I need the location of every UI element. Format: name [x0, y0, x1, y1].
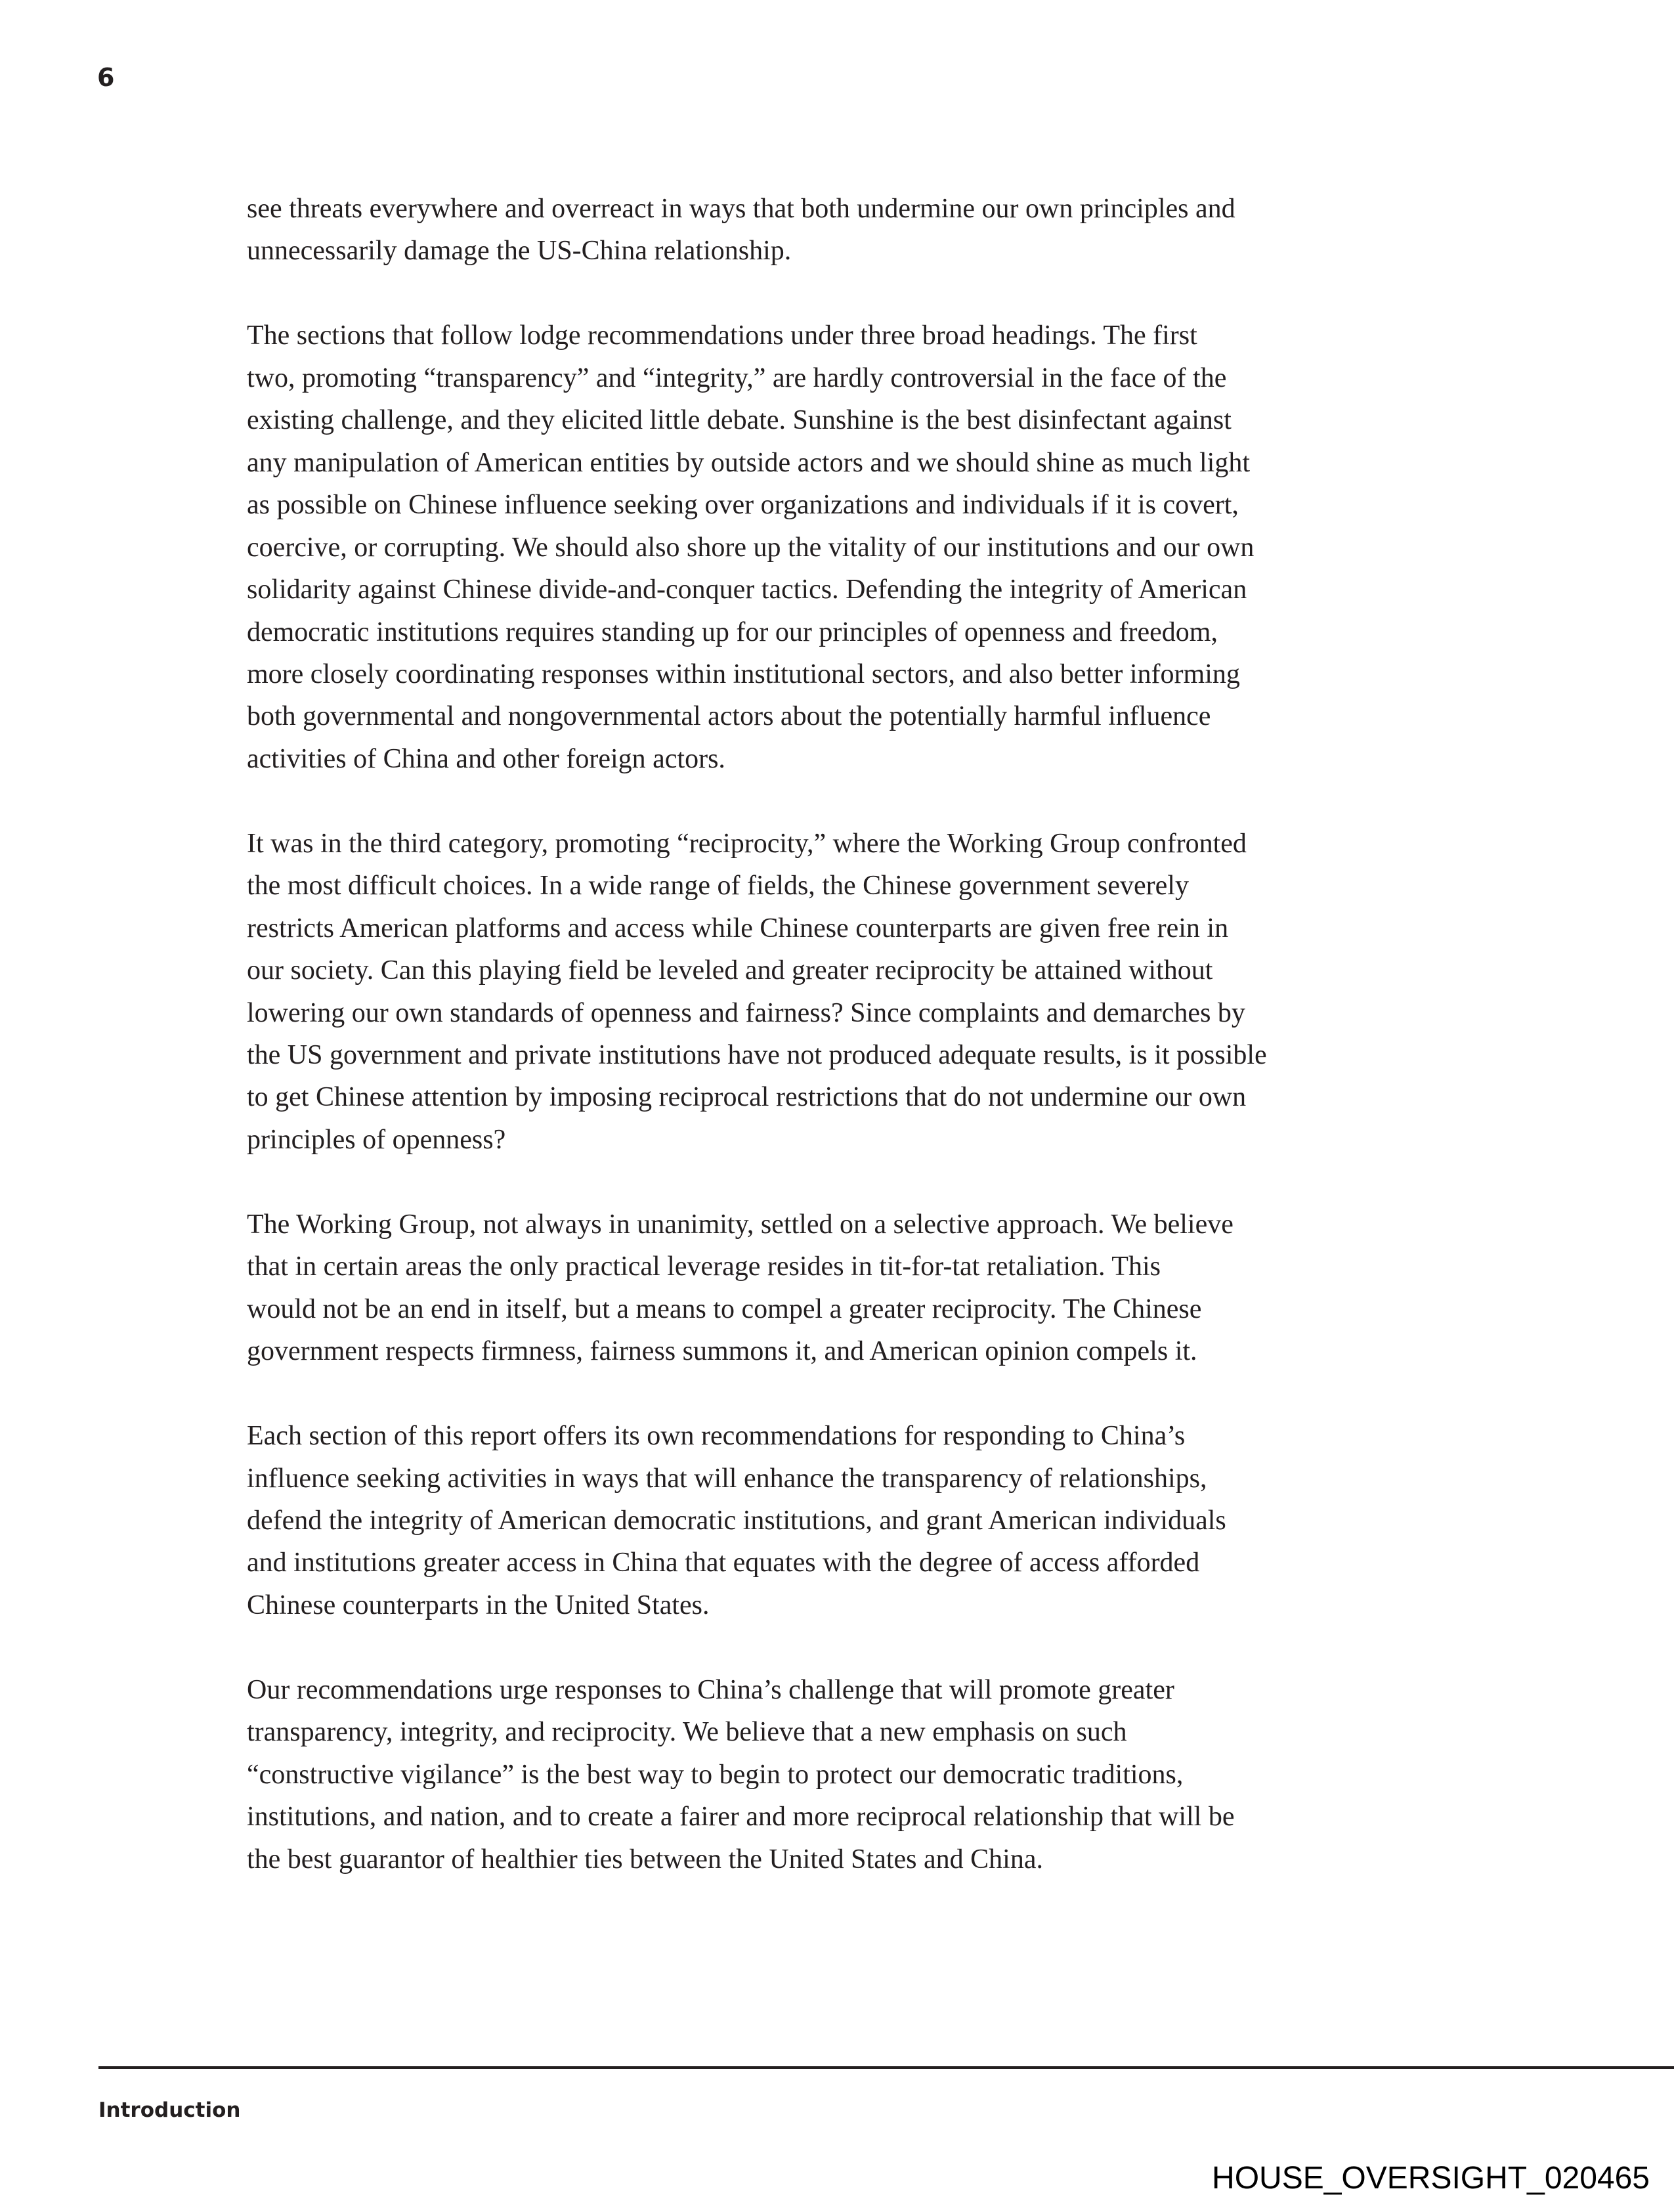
- paragraph: [247, 188, 1455, 272]
- paragraph: [247, 314, 1455, 780]
- text-line: It was in the third category, promoting “reciprocity,” where the Working Group confronted: [247, 828, 1247, 859]
- paragraph: [247, 1669, 1455, 1880]
- text-line: The sections that follow lodge recommendations under three broad headings. The first: [247, 320, 1197, 351]
- paragraph: [247, 1204, 1455, 1373]
- text-line: principles of openness?: [247, 1124, 506, 1155]
- text-line: institutions, and nation, and to create a fairer and more reciprocal relationship that will be: [247, 1802, 1235, 1832]
- text-line: The Working Group, not always in unanimity, settled on a selective approach. We believe: [247, 1209, 1234, 1240]
- text-line: would not be an end in itself, but a means to compel a greater reciprocity. The Chinese: [247, 1293, 1202, 1324]
- text-line: Our recommendations urge responses to China’s challenge that will promote greater: [247, 1674, 1174, 1705]
- text-line: the most difficult choices. In a wide range of fields, the Chinese government severely: [247, 871, 1189, 901]
- paragraph: [247, 1415, 1455, 1626]
- text-line: more closely coordinating responses within institutional sectors, and also better informing: [247, 659, 1240, 689]
- text-line: two, promoting “transparency” and “integrity,” are hardly controversial in the face of the: [247, 362, 1227, 393]
- text-line: that in certain areas the only practical leverage resides in tit-for-tat retaliation. This: [247, 1251, 1161, 1282]
- footer-section-title: Introduction: [98, 2098, 241, 2122]
- page-number: 6: [97, 63, 115, 92]
- text-line: and institutions greater access in China that equates with the degree of access afforded: [247, 1548, 1200, 1578]
- text-line: coercive, or corrupting. We should also shore up the vitality of our institutions and our own: [247, 532, 1255, 563]
- body-text: [247, 188, 1455, 1922]
- text-line: the US government and private institutions have not produced adequate results, is it possible: [247, 1040, 1267, 1071]
- text-line: government respects firmness, fairness summons it, and American opinion compels it.: [247, 1336, 1197, 1367]
- text-line: our society. Can this playing field be leveled and greater reciprocity be attained without: [247, 955, 1213, 986]
- text-line: any manipulation of American entities by outside actors and we should shine as much light: [247, 447, 1251, 478]
- text-line: existing challenge, and they elicited little debate. Sunshine is the best disinfectant against: [247, 405, 1232, 436]
- text-line: unnecessarily damage the US-China relationship.: [247, 236, 792, 267]
- bates-stamp: HOUSE_OVERSIGHT_020465: [1212, 2161, 1650, 2196]
- text-line: both governmental and nongovernmental actors about the potentially harmful influence: [247, 701, 1211, 732]
- text-line: influence seeking activities in ways that will enhance the transparency of relationships,: [247, 1463, 1207, 1494]
- footer-divider: [98, 2066, 1674, 2069]
- text-line: as possible on Chinese influence seeking over organizations and individuals if it is covert,: [247, 490, 1239, 521]
- text-line: transparency, integrity, and reciprocity. We believe that a new emphasis on such: [247, 1717, 1127, 1748]
- paragraph: [247, 823, 1455, 1161]
- text-line: “constructive vigilance” is the best way to begin to protect our democratic traditions,: [247, 1759, 1184, 1790]
- text-line: defend the integrity of American democratic institutions, and grant American individuals: [247, 1505, 1226, 1536]
- text-line: Chinese counterparts in the United States.: [247, 1590, 710, 1620]
- text-line: see threats everywhere and overreact in ways that both undermine our own principles and: [247, 194, 1235, 224]
- text-line: to get Chinese attention by imposing reciprocal restrictions that do not undermine our own: [247, 1082, 1247, 1113]
- text-line: lowering our own standards of openness and fairness? Since complaints and demarches by: [247, 997, 1245, 1028]
- text-line: solidarity against Chinese divide-and-conquer tactics. Defending the integrity of American: [247, 575, 1247, 605]
- text-line: Each section of this report offers its own recommendations for responding to China’s: [247, 1421, 1186, 1452]
- text-line: restricts American platforms and access while Chinese counterparts are given free rein in: [247, 913, 1229, 943]
- text-line: democratic institutions requires standing up for our principles of openness and freedom,: [247, 617, 1218, 647]
- text-line: activities of China and other foreign actors.: [247, 743, 725, 774]
- text-line: the best guarantor of healthier ties between the United States and China.: [247, 1844, 1043, 1875]
